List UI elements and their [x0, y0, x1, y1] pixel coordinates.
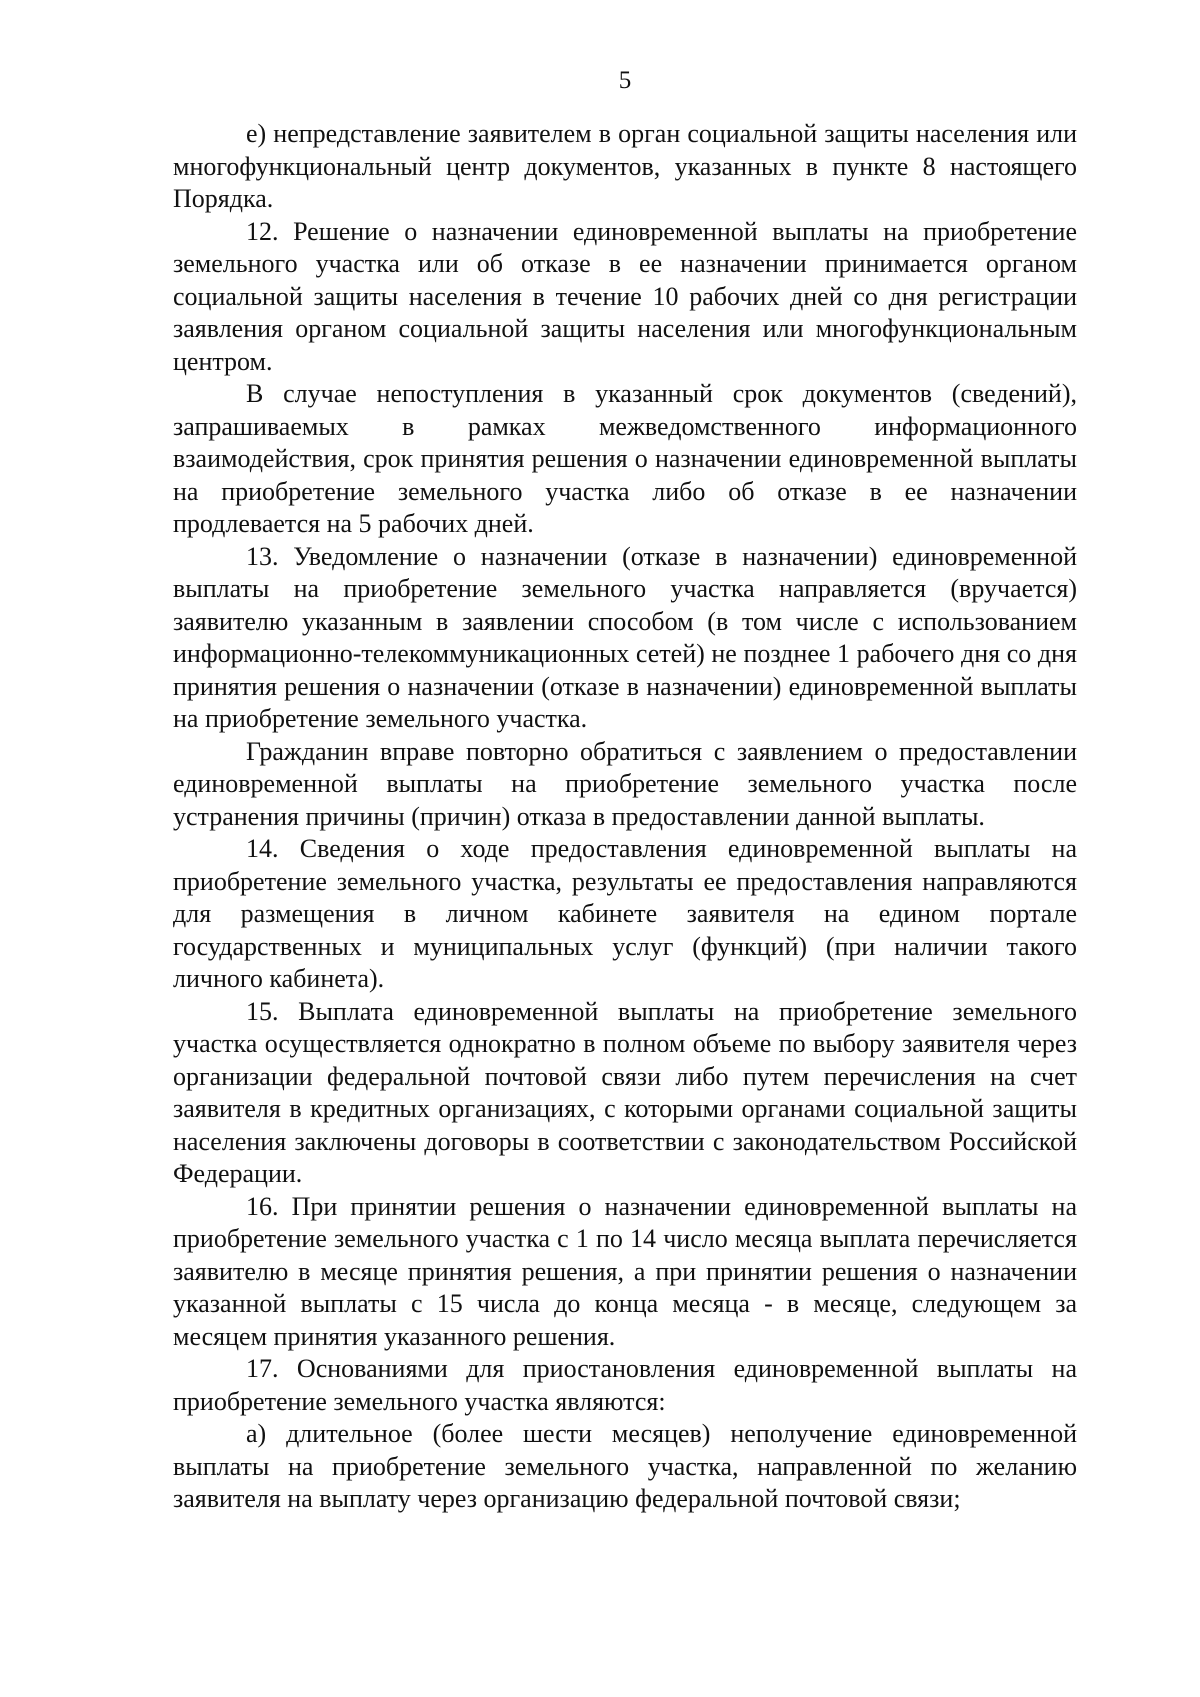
paragraph-12: 12. Решение о назначении единовременной выплаты на приобретение земельного участка или об отказе в ее назначении принимается органом социальной защиты населения в течение 10 рабочих дней со дня регистрации заявления органом социальной защиты населения или многофункциональным центром.	[173, 216, 1077, 376]
paragraph-12-extension: В случае непоступления в указанный срок документов (сведений), запрашиваемых в рамках межведомственного информационного взаимодействия, срок принятия решения о назначении единовременной выплаты на приобретение земельного участка либо об отказе в ее назначении продлевается на 5 рабочих дней.	[173, 379, 1077, 538]
paragraph-14: 14. Сведения о ходе предоставления единовременной выплаты на приобретение земельного участка, результаты ее предоставления направляются для размещения в личном кабинете заявителя на едином портале государственных и муниципальных услуг (функций) (при наличии такого личного кабинета).	[173, 834, 1077, 993]
paragraph-item-e: е) непредставление заявителем в орган социальной защиты населения или многофункциональный центр документов, указанных в пункте 8 настоящего Порядка.	[173, 119, 1077, 213]
page-number: 5	[618, 67, 632, 94]
paragraph-13-reapply: Гражданин вправе повторно обратиться с заявлением о предоставлении единовременной выплаты на приобретение земельного участка после устранения причины (причин) отказа в предоставлении данной выплаты.	[173, 736, 1077, 831]
paragraph-16: 16. При принятии решения о назначении единовременной выплаты на приобретение земельного участка с 1 по 14 число месяца выплата перечисляется заявителю в месяце принятия решения, а при принятии решения о назначении указанной выплаты с 15 числа до конца месяца - в месяце, следующем за месяцем принятия указанного решения.	[173, 1191, 1077, 1351]
paragraph-17: 17. Основаниями для приостановления единовременной выплаты на приобретение земельного участка являются:	[173, 1354, 1077, 1416]
paragraph-15: 15. Выплата единовременной выплаты на приобретение земельного участка осуществляется однократно в полном объеме по выбору заявителя через организации федеральной почтовой связи либо путем перечисления на счет заявителя в кредитных организациях, с которыми органами социальной защиты населения заключены договоры в соответствии с законодательством Российской Федерации.	[173, 996, 1077, 1188]
document-body	[173, 118, 1077, 1516]
paragraph-13: 13. Уведомление о назначении (отказе в назначении) единовременной выплаты на приобретение земельного участка направляется (вручается) заявителю указанным в заявлении способом (в том числе с использованием информационно-телекоммуникационных сетей) не позднее 1 рабочего дня со дня принятия решения о назначении (отказе в назначении) единовременной выплаты на приобретение земельного участка.	[173, 541, 1077, 733]
paragraph-17-item-a: а) длительное (более шести месяцев) неполучение единовременной выплаты на приобретение земельного участка, направленной по желанию заявителя на выплату через организацию федеральной почтовой связи;	[173, 1419, 1077, 1513]
